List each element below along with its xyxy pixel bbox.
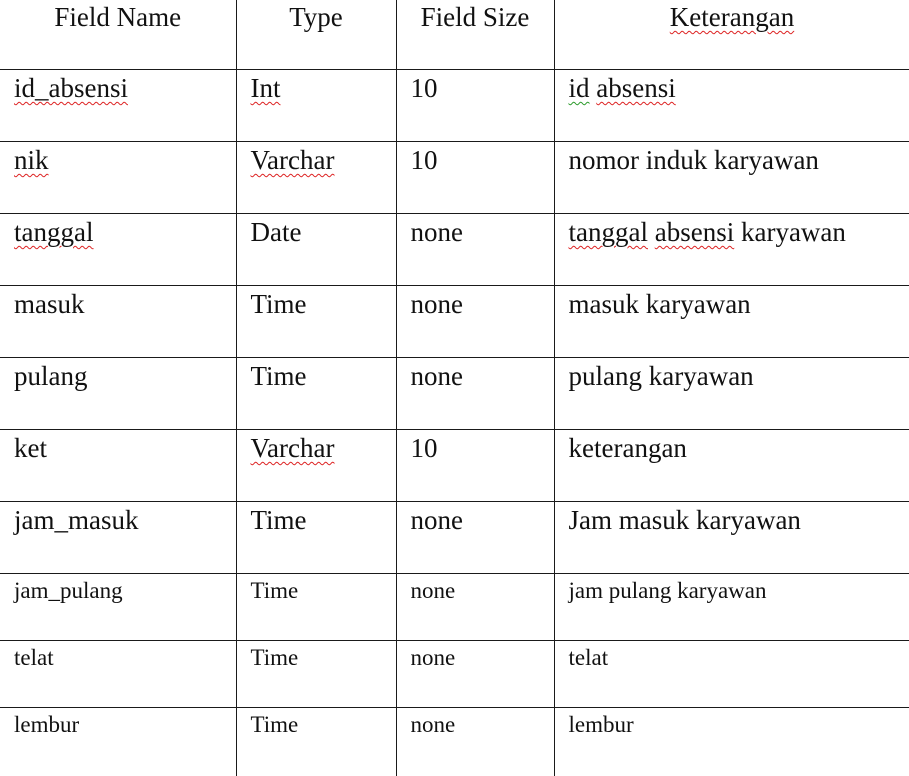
- cell-field-size: 10: [396, 142, 554, 214]
- cell-type: Time: [236, 641, 396, 708]
- cell-text: absensi: [655, 217, 734, 247]
- cell-type: Date: [236, 214, 396, 286]
- cell-text: tanggal: [569, 217, 648, 247]
- cell-field-size: none: [396, 708, 554, 776]
- cell-text: nik: [14, 145, 49, 175]
- cell-text: Varchar: [251, 433, 335, 463]
- cell-text: Int: [251, 73, 281, 103]
- cell-type: Time: [236, 574, 396, 641]
- cell-field-size: 10: [396, 430, 554, 502]
- cell-text: absensi: [596, 73, 675, 103]
- cell-keterangan: telat: [554, 641, 909, 708]
- table-row: [0, 574, 909, 641]
- cell-keterangan: Jam masuk karyawan: [554, 502, 909, 574]
- cell-keterangan: pulang karyawan: [554, 358, 909, 430]
- cell-field-name: ket: [0, 430, 236, 502]
- table-row: [0, 502, 909, 574]
- cell-field-name: [0, 214, 236, 286]
- cell-field-name: jam_masuk: [0, 502, 236, 574]
- header-row: [0, 0, 909, 70]
- cell-field-size: none: [396, 641, 554, 708]
- header-keterangan: [554, 0, 909, 70]
- header-keterangan-text: Keterangan: [670, 2, 794, 32]
- cell-field-name: telat: [0, 641, 236, 708]
- header-field-name: Field Name: [0, 0, 236, 70]
- table-row: [0, 641, 909, 708]
- table-row: [0, 214, 909, 286]
- cell-keterangan: jam pulang karyawan: [554, 574, 909, 641]
- cell-field-size: none: [396, 214, 554, 286]
- table-row: [0, 70, 909, 142]
- cell-field-size: none: [396, 502, 554, 574]
- table-row: [0, 430, 909, 502]
- cell-keterangan: masuk karyawan: [554, 286, 909, 358]
- cell-field-name: [0, 70, 236, 142]
- cell-text: id_absensi: [14, 73, 128, 103]
- cell-type: [236, 70, 396, 142]
- cell-type: Time: [236, 358, 396, 430]
- table-row: [0, 708, 909, 776]
- cell-field-name: [0, 142, 236, 214]
- cell-field-name: lembur: [0, 708, 236, 776]
- cell-keterangan: nomor induk karyawan: [554, 142, 909, 214]
- cell-keterangan: [554, 214, 909, 286]
- header-field-size: Field Size: [396, 0, 554, 70]
- cell-text: id: [569, 73, 590, 103]
- cell-field-size: none: [396, 574, 554, 641]
- cell-type: Time: [236, 502, 396, 574]
- cell-field-size: none: [396, 358, 554, 430]
- cell-field-name: pulang: [0, 358, 236, 430]
- cell-type: [236, 142, 396, 214]
- cell-keterangan: lembur: [554, 708, 909, 776]
- table-row: [0, 358, 909, 430]
- header-type: Type: [236, 0, 396, 70]
- cell-type: Time: [236, 286, 396, 358]
- table-row: [0, 142, 909, 214]
- cell-field-name: masuk: [0, 286, 236, 358]
- cell-field-size: none: [396, 286, 554, 358]
- cell-keterangan: [554, 70, 909, 142]
- cell-field-name: jam_pulang: [0, 574, 236, 641]
- cell-text: tanggal: [14, 217, 93, 247]
- cell-text: karyawan: [741, 217, 846, 247]
- cell-text: Varchar: [251, 145, 335, 175]
- table-row: [0, 286, 909, 358]
- cell-keterangan: keterangan: [554, 430, 909, 502]
- cell-field-size: 10: [396, 70, 554, 142]
- cell-type: [236, 430, 396, 502]
- cell-type: Time: [236, 708, 396, 776]
